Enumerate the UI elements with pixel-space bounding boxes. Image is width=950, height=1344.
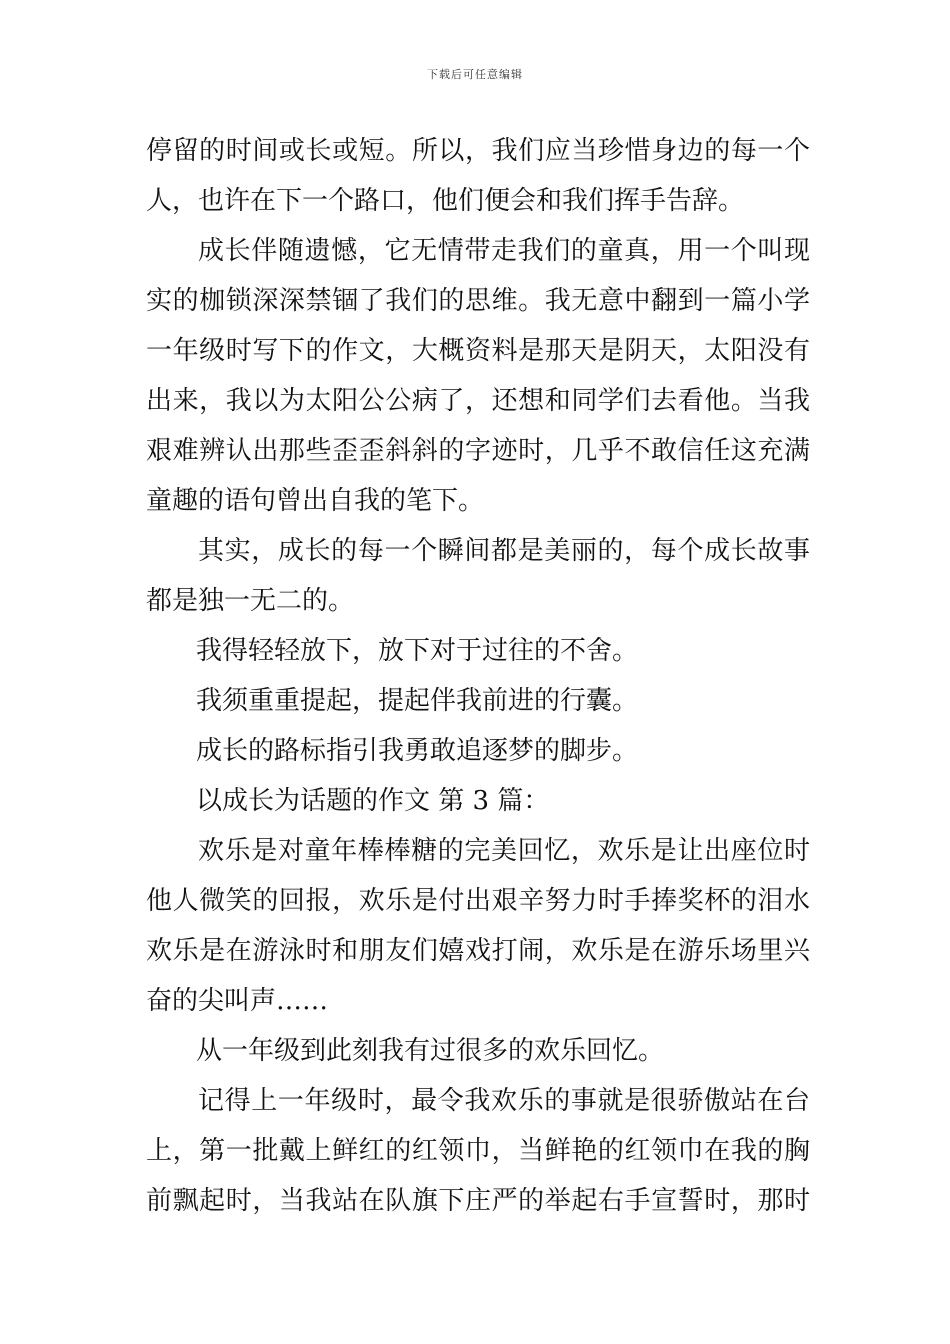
text-line: 艰难辨认出那些歪歪斜斜的字迹时，几乎不敢信任这充满 [146,436,810,466]
text-line: 我得轻轻放下，放下对于过往的不舍。 [196,636,639,666]
text-line: 他人微笑的回报，欢乐是付出艰辛努力时手捧奖杯的泪水 [146,886,810,916]
text-line: 一年级时写下的作文，大概资料是那天是阴天，太阳没有 [146,336,810,366]
section-heading: 以成长为话题的作文 第 3 篇： [196,786,550,816]
text-line: 前飘起时，当我站在队旗下庄严的举起右手宣誓时，那时 [146,1186,810,1216]
text-line: 成长伴随遗憾，它无情带走我们的童真，用一个叫现 [198,236,810,266]
text-line: 其实，成长的每一个瞬间都是美丽的，每个成长故事 [198,536,810,566]
text-line: 实的枷锁深深禁锢了我们的思维。我无意中翻到一篇小学 [146,286,810,316]
document-body [146,126,810,1226]
text-line: 记得上一年级时，最令我欢乐的事就是很骄傲站在台 [198,1086,810,1116]
page-header: 下载后可任意编辑 [427,68,523,81]
text-line: 出来，我以为太阳公公病了，还想和同学们去看他。当我 [146,386,810,416]
text-line: 从一年级到此刻我有过很多的欢乐回忆。 [196,1036,665,1066]
text-line: 欢乐是对童年棒棒糖的完美回忆，欢乐是让出座位时 [198,836,810,866]
text-line: 欢乐是在游泳时和朋友们嬉戏打闹，欢乐是在游乐场里兴 [146,936,810,966]
text-line: 上，第一批戴上鲜红的红领巾，当鲜艳的红领巾在我的胸 [146,1136,810,1166]
text-line: 成长的路标指引我勇敢追逐梦的脚步。 [196,736,639,766]
text-line: 奋的尖叫声…… [146,986,329,1016]
text-line: 童趣的语句曾出自我的笔下。 [146,486,485,516]
text-line: 都是独一无二的。 [146,586,355,616]
text-line: 停留的时间或长或短。所以，我们应当珍惜身边的每一个 [146,136,810,166]
text-line: 人，也许在下一个路口，他们便会和我们挥手告辞。 [146,186,745,216]
text-line: 我须重重提起，提起伴我前进的行囊。 [196,686,639,716]
